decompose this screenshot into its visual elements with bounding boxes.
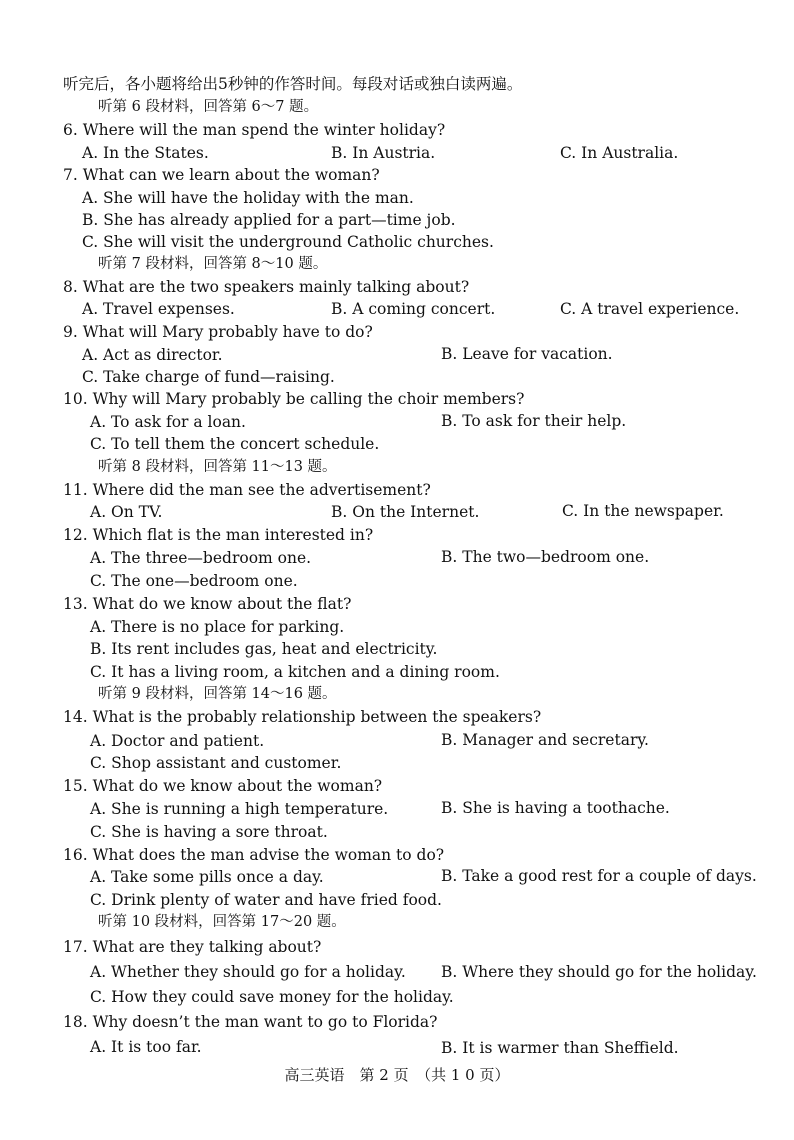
q16-option-a: A. Take some pills once a day. <box>90 868 324 886</box>
q6-option-b: B. In Austria. <box>331 144 436 162</box>
q7-option-b: B. She has already applied for a part—time job. <box>82 211 456 229</box>
question-12: 12. Which flat is the man interested in? <box>63 526 374 544</box>
q10-option-a: A. To ask for a loan. <box>90 413 246 431</box>
question-17: 17. What are they talking about? <box>63 938 322 956</box>
section-6-heading: 听第 6 段材料，回答第 6～7 题。 <box>98 99 319 115</box>
q16-option-c: C. Drink plenty of water and have fried food. <box>90 891 442 909</box>
q10-option-b: B. To ask for their help. <box>441 412 627 430</box>
q13-option-c: C. It has a living room, a kitchen and a dining room. <box>90 663 500 681</box>
q14-option-c: C. Shop assistant and customer. <box>90 754 342 772</box>
q14-option-b: B. Manager and secretary. <box>441 731 649 749</box>
q13-option-a: A. There is no place for parking. <box>90 618 345 636</box>
page-footer: 高三英语 第 2 页 （共 1 0 页） <box>284 1066 510 1084</box>
intro-text: 听完后，各小题将给出5秒钟的作答时间。每段对话或独白读两遍。 <box>63 75 523 93</box>
q8-option-b: B. A coming concert. <box>331 300 496 318</box>
q15-option-c: C. She is having a sore throat. <box>90 823 328 841</box>
q17-option-c: C. How they could save money for the holiday. <box>90 988 454 1006</box>
q11-option-c: C. In the newspaper. <box>562 502 724 520</box>
q8-option-c: C. A travel experience. <box>560 300 740 318</box>
section-7-heading: 听第 7 段材料，回答第 8～10 题。 <box>98 256 328 272</box>
question-15: 15. What do we know about the woman? <box>63 777 383 795</box>
question-9: 9. What will Mary probably have to do? <box>63 323 373 341</box>
question-14: 14. What is the probably relationship between the speakers? <box>63 708 542 726</box>
q18-option-b: B. It is warmer than Sheffield. <box>441 1039 679 1057</box>
q12-option-c: C. The one—bedroom one. <box>90 572 298 590</box>
question-11: 11. Where did the man see the advertisement? <box>63 481 431 499</box>
q17-option-a: A. Whether they should go for a holiday. <box>90 963 406 981</box>
q14-option-a: A. Doctor and patient. <box>90 732 265 750</box>
question-10: 10. Why will Mary probably be calling the choir members? <box>63 390 525 408</box>
q7-option-c: C. She will visit the underground Catholic churches. <box>82 233 494 251</box>
question-6: 6. Where will the man spend the winter holiday? <box>63 121 446 139</box>
q6-option-a: A. In the States. <box>82 144 209 162</box>
section-9-heading: 听第 9 段材料，回答第 14～16 题。 <box>98 686 337 702</box>
q11-option-b: B. On the Internet. <box>331 503 480 521</box>
question-8: 8. What are the two speakers mainly talking about? <box>63 278 470 296</box>
q8-option-a: A. Travel expenses. <box>82 300 235 318</box>
q9-option-a: A. Act as director. <box>82 346 223 364</box>
q7-option-a: A. She will have the holiday with the man. <box>82 189 414 207</box>
question-18: 18. Why doesn’t the man want to go to Florida? <box>63 1013 438 1031</box>
section-10-heading: 听第 10 段材料，回答第 17～20 题。 <box>98 914 346 930</box>
q9-option-b: B. Leave for vacation. <box>441 345 613 363</box>
q10-option-c: C. To tell them the concert schedule. <box>90 435 380 453</box>
q12-option-b: B. The two—bedroom one. <box>441 548 650 566</box>
section-8-heading: 听第 8 段材料，回答第 11～13 题。 <box>98 459 337 475</box>
q12-option-a: A. The three—bedroom one. <box>90 549 312 567</box>
q15-option-a: A. She is running a high temperature. <box>90 800 389 818</box>
q6-option-c: C. In Australia. <box>560 144 679 162</box>
q9-option-c: C. Take charge of fund—raising. <box>82 368 335 386</box>
q13-option-b: B. Its rent includes gas, heat and electricity. <box>90 640 438 658</box>
q17-option-b: B. Where they should go for the holiday. <box>441 963 757 981</box>
q18-option-a: A. It is too far. <box>90 1038 202 1056</box>
q15-option-b: B. She is having a toothache. <box>441 799 670 817</box>
question-7: 7. What can we learn about the woman? <box>63 166 380 184</box>
question-13: 13. What do we know about the flat? <box>63 595 352 613</box>
q11-option-a: A. On TV. <box>90 503 163 521</box>
question-16: 16. What does the man advise the woman to do? <box>63 846 445 864</box>
q16-option-b: B. Take a good rest for a couple of days. <box>441 867 757 885</box>
